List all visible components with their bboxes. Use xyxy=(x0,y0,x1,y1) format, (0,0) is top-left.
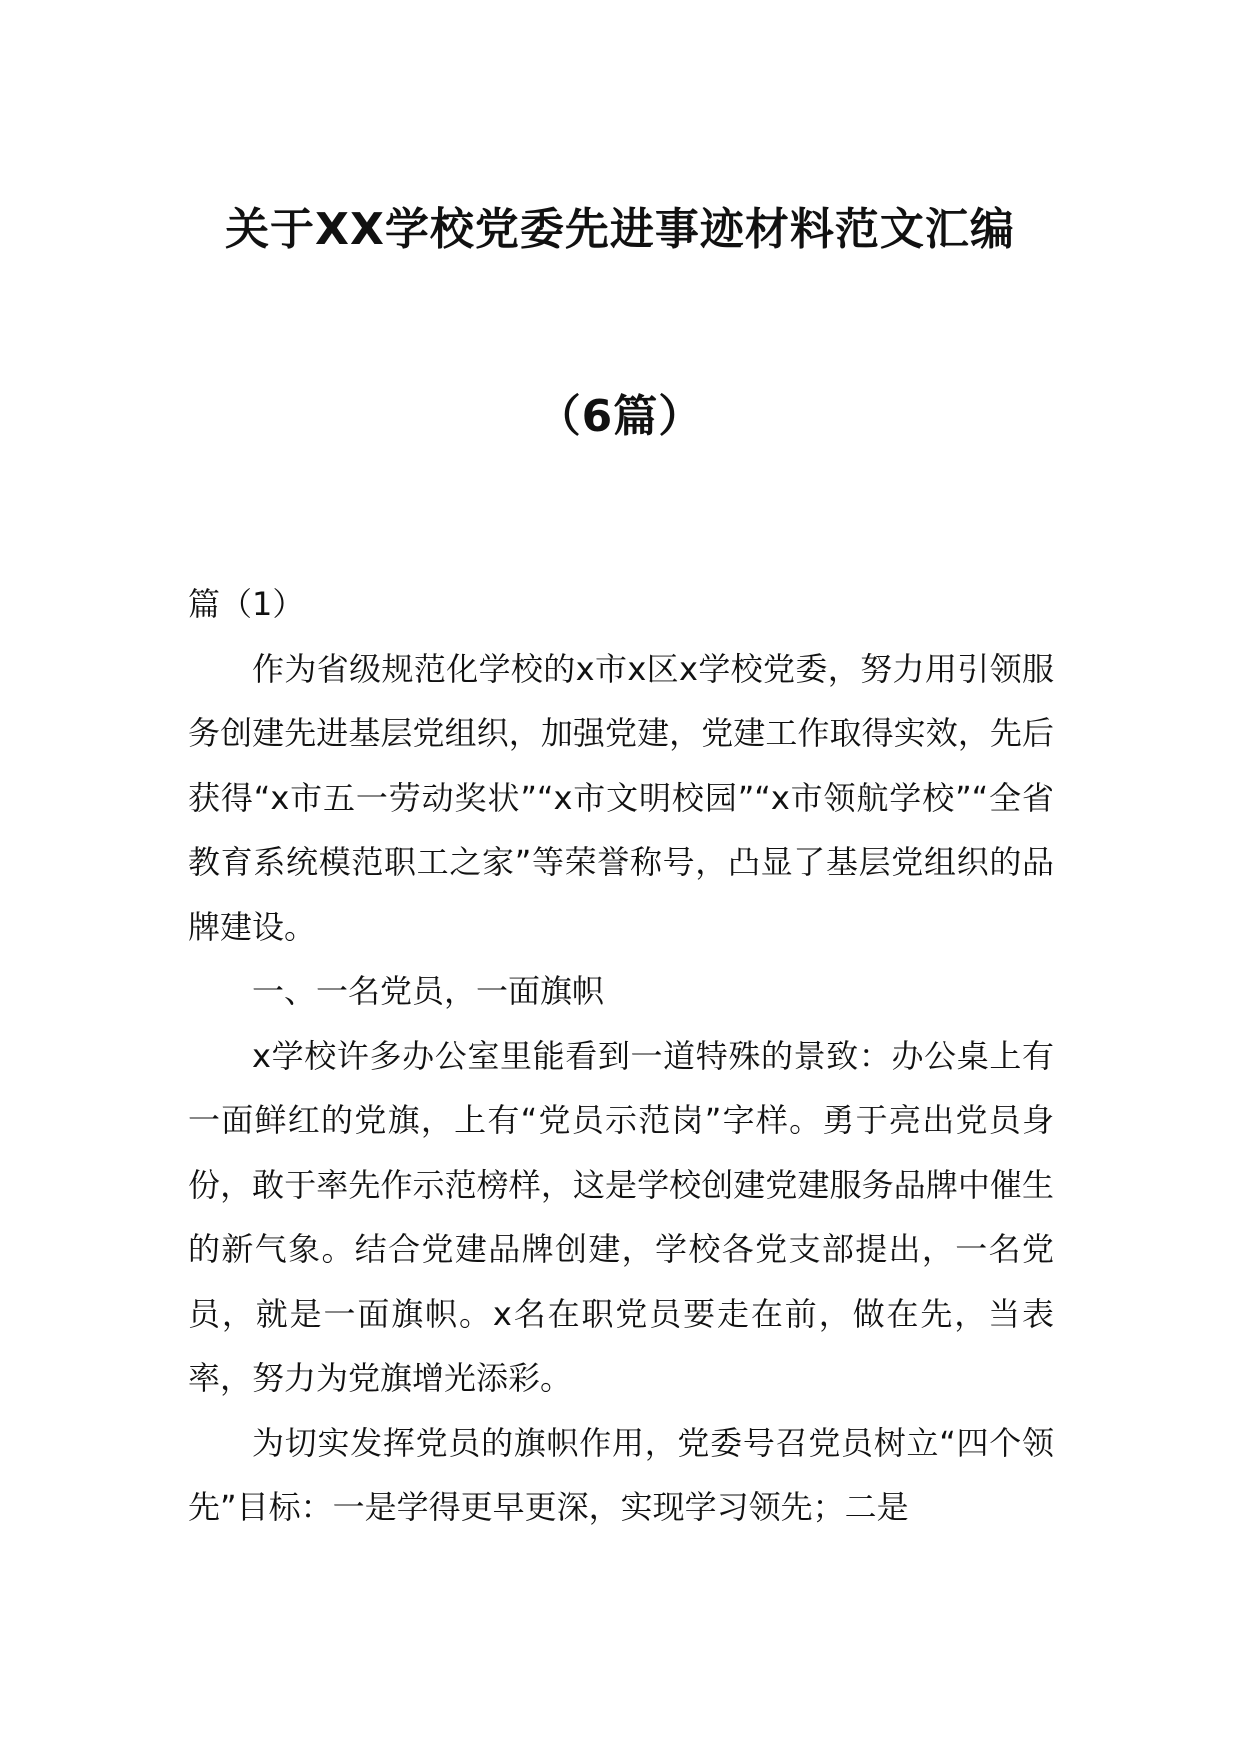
document-subtitle: （6篇） xyxy=(536,391,704,442)
paragraph-flag: x学校许多办公室里能看到一道特殊的景致：办公桌上有一面鲜红的党旗，上有“党员示范岗”字样。勇于亮出党员身份，敢于率先作示范榜样，这是学校创建党建服务品牌中催生的新气象。结合党建品牌创建，学校各党支部提出，一名党员，就是一面旗帜。x名在职党员要走在前，做在先，当表率，努力为党旗增光添彩。 xyxy=(188,1036,1054,1397)
document-body xyxy=(188,572,1054,1540)
paragraph-four-leads: 为切实发挥党员的旗帜作用，党委号召党员树立“四个领先”目标：一是学得更早更深，实现学习领先；二是 xyxy=(188,1423,1054,1526)
section-heading: 一、一名党员，一面旗帜 xyxy=(252,972,605,1010)
section-label: 篇（1） xyxy=(188,585,305,623)
paragraph-intro: 作为省级规范化学校的x市x区x学校党委，努力用引领服务创建先进基层党组织，加强党建，党建工作取得实效，先后获得“x市五一劳动奖状”“x市文明校园”“x市领航学校”“全省教育系统模范职工之家”等荣誉称号，凸显了基层党组织的品牌建设。 xyxy=(188,649,1054,946)
document-title: 关于XX学校党委先进事迹材料范文汇编 xyxy=(225,204,1015,255)
